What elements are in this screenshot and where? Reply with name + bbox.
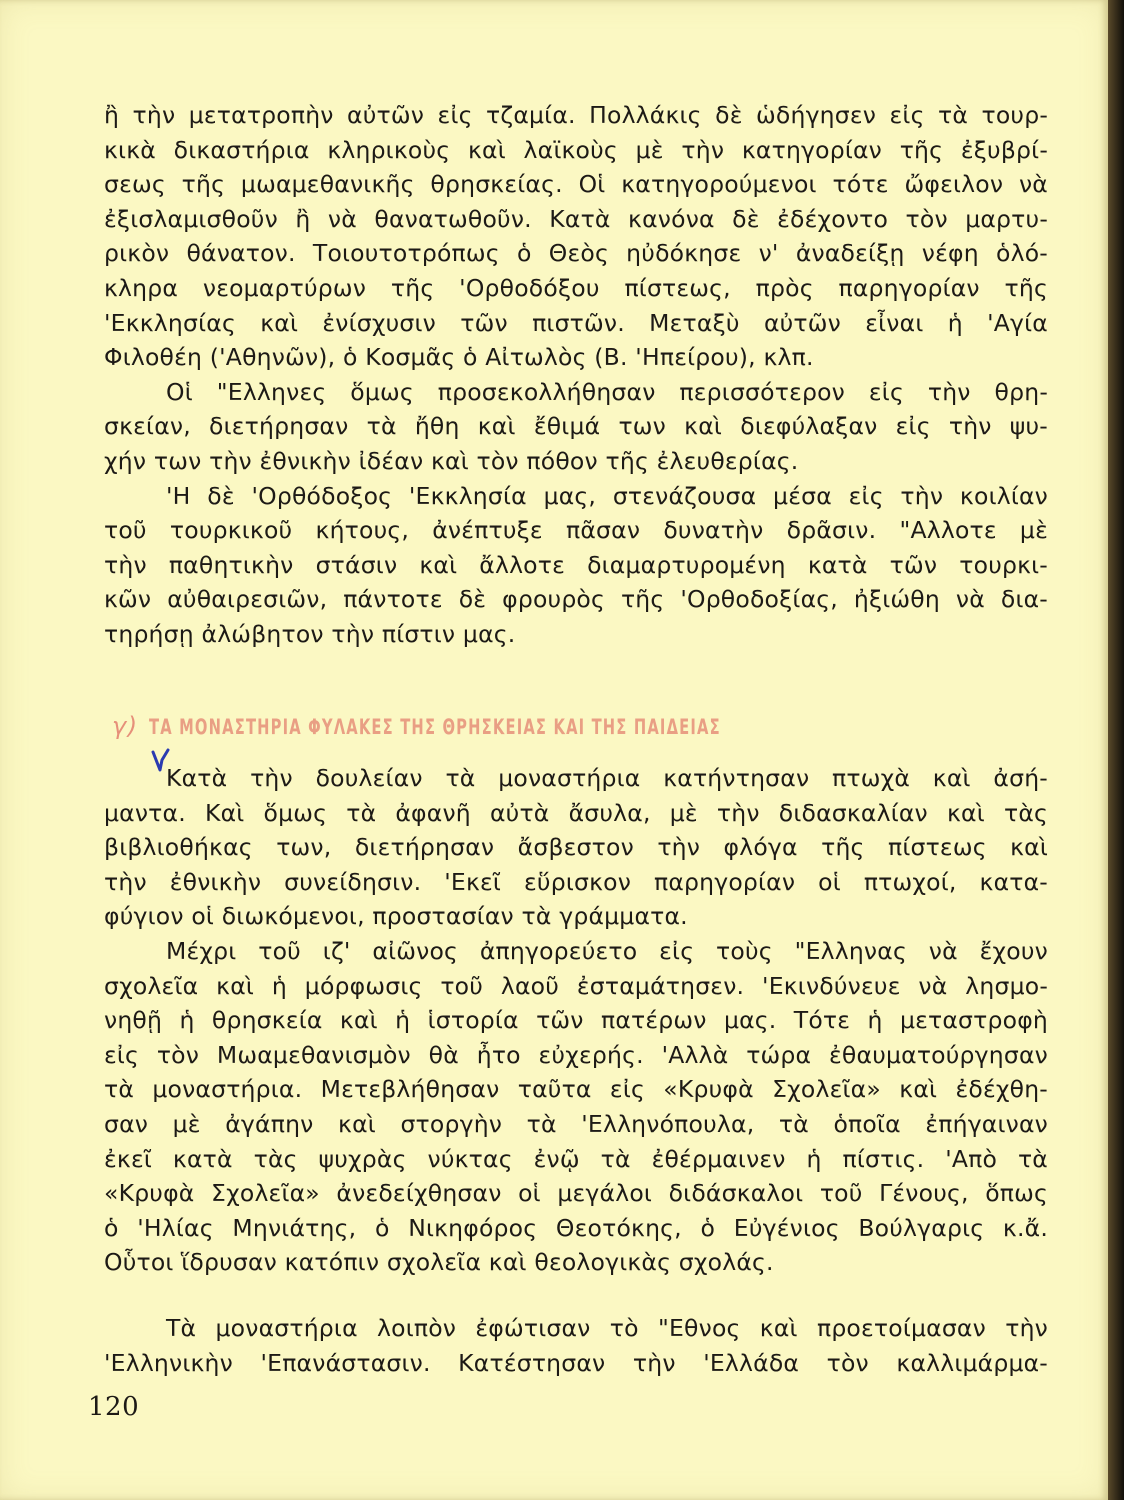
text-line: τὰ μοναστήρια. Μετεβλήθησαν ταῦτα εἰς «Κρυφὰ Σχολεῖα» καὶ ἐδέχθη- [104,1075,1048,1104]
section-heading [112,706,882,747]
text-line: Κατὰ τὴν δουλείαν τὰ μοναστήρια κατήντησαν πτωχὰ καὶ ἀσή- [166,764,1048,792]
text-line: 'Εκκλησίας καὶ ἐνίσχυσιν τῶν πιστῶν. Μεταξὺ αὐτῶν εἶναι ἡ 'Αγία [104,308,1048,337]
text-line: νηθῇ ἡ θρησκεία καὶ ἡ ἱστορία τῶν πατέρων μας. Τότε ἡ μεταστροφὴ [104,1006,1048,1035]
text-block-section [104,761,1048,1280]
text-line: ἢ τὴν μετατροπὴν αὐτῶν εἰς τζαμία. Πολλάκις δὲ ὡδήγησεν εἰς τὰ τουρ- [104,101,1048,129]
paragraph-5 [104,934,1048,1280]
text-line: εἰς τὸν Μωαμεθανισμὸν θὰ ἦτο εὐχερής. 'Αλλὰ τώρα ἐθαυματούργησαν [104,1040,1048,1069]
paragraph-2 [104,375,1048,479]
text-line: φύγιον οἱ διωκόμενοι, προστασίαν τὰ γράμματα. [104,902,688,931]
text-line: 'Ελληνικὴν 'Επανάστασιν. Κατέστησαν τὴν 'Ελλάδα τὸν καλλιμάρμα- [104,1348,1048,1377]
section-label: γ) [112,712,139,740]
text-line: χήν των τὴν ἐθνικὴν ἰδέαν καὶ τὸν πόθον τῆς ἐλευθερίας. [104,446,799,475]
text-line: ρικὸν θάνατον. Τοιουτοτρόπως ὁ Θεὸς ηὐδόκησε ν' ἀναδείξῃ νέφη ὁλό- [104,239,1048,268]
page-number: 120 [88,1392,140,1422]
text-line: Τὰ μοναστήρια λοιπὸν ἐφώτισαν τὸ "Εθνος καὶ προετοίμασαν τὴν [166,1314,1048,1342]
text-line: κικὰ δικαστήρια κληρικοὺς καὶ λαϊκοὺς μὲ τὴν κατηγορίαν τῆς ἐξυβρί- [104,135,1048,164]
text-line: τηρήσῃ ἀλώβητον τὴν πίστιν μας. [104,619,516,648]
paragraph-3 [104,479,1048,652]
text-line: σαν μὲ ἀγάπην καὶ στοργὴν τὰ 'Ελληνόπουλα, τὰ ὁποῖα ἐπήγαιναν [104,1109,1048,1138]
text-line: Μέχρι τοῦ ιζ' αἰῶνος ἀπηγορεύετο εἰς τοὺς "Ελληνας νὰ ἔχουν [166,936,1048,965]
text-line: 'Η δὲ 'Ορθόδοξος 'Εκκλησία μας, στενάζουσα μέσα εἰς τὴν κοιλίαν [166,481,1048,510]
page-edge-shadow [1108,0,1124,1500]
text-line: βιβλιοθήκας των, διετήρησαν ἄσβεστον τὴν φλόγα τῆς πίστεως καὶ [104,833,1048,862]
text-line: τοῦ τουρκικοῦ κήτους, ἀνέπτυξε πᾶσαν δυνατὴν δρᾶσιν. "Αλλοτε μὲ [104,516,1048,545]
paragraph-6 [104,1311,1048,1380]
paragraph-1 [104,98,1048,375]
text-block-final [104,1311,1048,1380]
text-line: τὴν ἐθνικὴν συνείδησιν. 'Εκεῖ εὕρισκον παρηγορίαν οἱ πτωχοί, κατα- [104,867,1048,896]
text-line: κῶν αὐθαιρεσιῶν, πάντοτε δὲ φρουρὸς τῆς 'Ορθοδοξίας, ἠξιώθη νὰ δια- [104,585,1048,614]
text-line: «Κρυφὰ Σχολεῖα» ἀνεδείχθησαν οἱ μεγάλοι διδάσκαλοι τοῦ Γένους, ὅπως [104,1179,1048,1208]
text-block-top [104,98,1048,652]
text-line: ἐξισλαμισθοῦν ἢ νὰ θανατωθοῦν. Κατὰ κανόνα δὲ ἐδέχοντο τὸν μαρτυ- [104,204,1048,233]
text-line: Οὗτοι ἵδρυσαν κατόπιν σχολεῖα καὶ θεολογικὰς σχολάς. [104,1248,774,1277]
text-line: ἐκεῖ κατὰ τὰς ψυχρὰς νύκτας ἐνῷ τὰ ἐθέρμαινεν ἡ πίστις. 'Απὸ τὰ [104,1144,1048,1173]
text-line: σεως τῆς μωαμεθανικῆς θρησκείας. Οἱ κατηγορούμενοι τότε ὤφειλον νὰ [104,170,1048,199]
text-line: μαντα. Καὶ ὅμως τὰ ἀφανῆ αὐτὰ ἄσυλα, μὲ τὴν διδασκαλίαν καὶ τὰς [104,798,1048,827]
section-title: ΤΑ ΜΟΝΑΣΤΗΡΙΑ ΦΥΛΑΚΕΣ ΤΗΣ ΘΡΗΣΚΕΙΑΣ ΚΑΙ ΤΗΣ ΠΑΙΔΕΙΑΣ [148,715,721,739]
text-line: κληρα νεομαρτύρων τῆς 'Ορθοδόξου πίστεως, πρὸς παρηγορίαν τῆς [104,273,1048,302]
text-line: Φιλοθέη ('Αθηνῶν), ὁ Κοσμᾶς ὁ Αἰτωλὸς (Β. 'Ηπείρου), κλπ. [104,343,814,372]
text-line: σχολεῖα καὶ ἡ μόρφωσις τοῦ λαοῦ ἐσταμάτησεν. 'Εκινδύνευε νὰ λησμο- [104,971,1048,1000]
text-line: ὁ 'Ηλίας Μηνιάτης, ὁ Νικηφόρος Θεοτόκης, ὁ Εὐγένιος Βούλγαρις κ.ἄ. [104,1213,1048,1242]
text-line: τὴν παθητικὴν στάσιν καὶ ἄλλοτε διαμαρτυρομένη κατὰ τῶν τουρκι- [104,550,1048,579]
text-line: σκείαν, διετήρησαν τὰ ἤθη καὶ ἔθιμά των καὶ διεφύλαξαν εἰς τὴν ψυ- [104,412,1048,441]
paragraph-4 [104,761,1048,934]
text-line: Οἱ "Ελληνες ὅμως προσεκολλήθησαν περισσότερον εἰς τὴν θρη- [166,377,1048,406]
